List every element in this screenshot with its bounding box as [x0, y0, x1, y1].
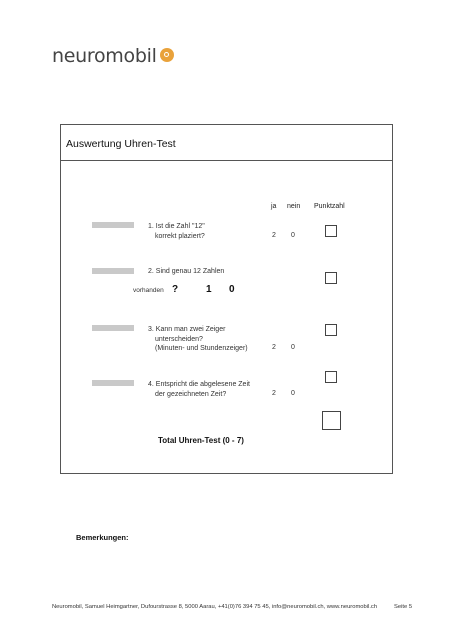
- question-1-line1: 1. Ist die Zahl "12": [148, 223, 205, 230]
- question-4-no: 0: [291, 390, 295, 397]
- question-2-line1: 2. Sind genau 12 Zahlen: [148, 268, 225, 275]
- page-number: Seite 5: [394, 604, 413, 610]
- question-3: [148, 325, 248, 354]
- question-2-word: vorhanden: [133, 287, 164, 294]
- redaction-bar: [92, 222, 134, 228]
- column-yes: ja: [271, 203, 277, 210]
- question-3-line2: unterscheiden?: [155, 335, 203, 343]
- total-label: Total Uhren-Test (0 - 7): [158, 436, 244, 445]
- question-3-yes: 2: [272, 344, 276, 351]
- question-2-no: 0: [229, 284, 235, 295]
- question-1-no: 0: [291, 232, 295, 239]
- redaction-bar: [92, 268, 134, 274]
- brand-mark-icon: [160, 48, 174, 62]
- neuromobil-logo: [52, 43, 174, 69]
- question-1-score-box[interactable]: [325, 225, 337, 237]
- card-title: Auswertung Uhren-Test: [66, 138, 176, 150]
- question-3-line3: (Minuten- und Stundenzeiger): [155, 345, 248, 352]
- question-2-mark: ?: [172, 284, 179, 295]
- question-4-score-box[interactable]: [325, 371, 337, 383]
- question-3-score-box[interactable]: [325, 324, 337, 336]
- total-score-box[interactable]: [322, 411, 341, 430]
- question-2-score-box[interactable]: [325, 272, 337, 284]
- question-4-line1: 4. Entspricht die abgelesene Zeit: [148, 381, 250, 388]
- question-1-yes: 2: [272, 232, 276, 239]
- question-1: [148, 222, 205, 241]
- redaction-bar: [92, 380, 134, 386]
- question-3-line1: 3. Kann man zwei Zeiger: [148, 326, 226, 333]
- question-3-no: 0: [291, 344, 295, 351]
- remarks-label: Bemerkungen:: [76, 533, 129, 542]
- redaction-bar: [92, 325, 134, 331]
- question-4: [148, 380, 250, 399]
- column-no: nein: [287, 203, 301, 210]
- question-2-yes: 1: [206, 284, 212, 295]
- card-header: [61, 125, 392, 161]
- column-score: Punktzahl: [314, 203, 345, 210]
- question-1-line2: korrekt plaziert?: [155, 232, 205, 240]
- question-2: [148, 267, 224, 277]
- question-4-yes: 2: [272, 390, 276, 397]
- logo-text: neuromobil: [52, 45, 157, 67]
- question-4-line2: der gezeichneten Zeit?: [155, 390, 227, 398]
- evaluation-card: [60, 124, 393, 474]
- footer-contact: Neuromobil, Samuel Heimgartner, Dufourstrasse 8, 5000 Aarau, +41(0)76 394 75 45, info@neuromobil.ch, www.neuromobil.ch: [52, 604, 378, 610]
